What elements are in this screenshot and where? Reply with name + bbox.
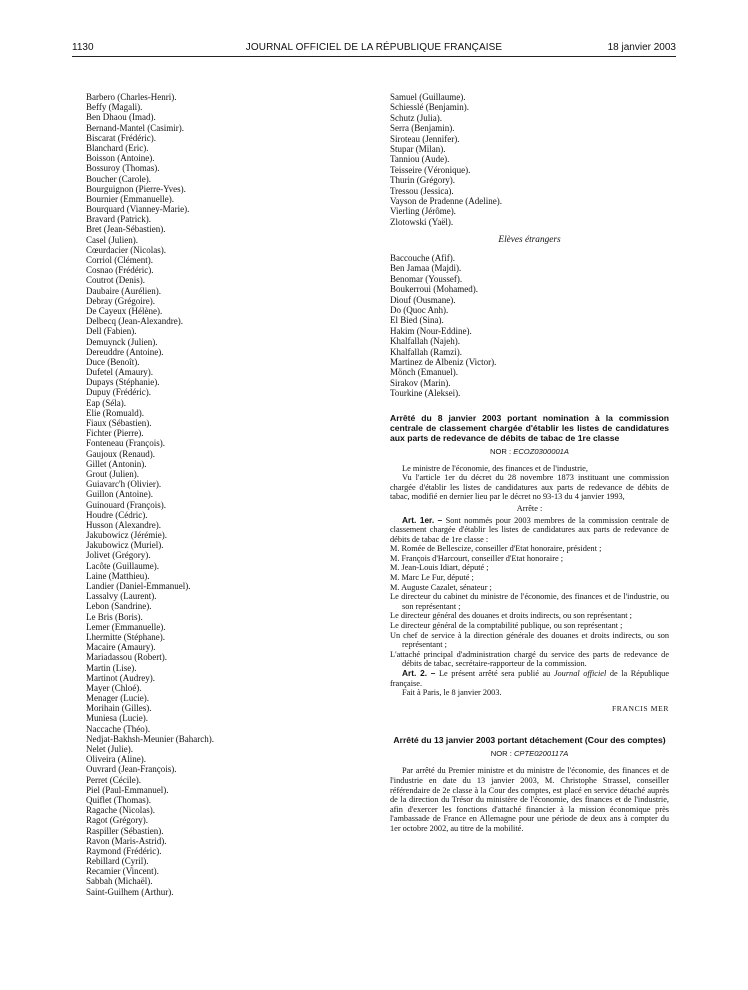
name-entry: Laine (Matthieu). (86, 570, 150, 581)
name-entry: Houdre (Cédric). (86, 509, 148, 520)
name-entry: Tressou (Jessica). (390, 185, 454, 196)
name-entry: Corriol (Clément). (86, 255, 153, 265)
name-entry: Schutz (Julia). (390, 112, 442, 123)
name-entry: Bourguignon (Pierre-Yves). (86, 183, 186, 194)
foreign-student-entry: Diouf (Ousmane). (390, 294, 456, 305)
name-entry: Lacôte (Guillaume). (86, 560, 159, 571)
name-entry: Jakubowicz (Jérémie). (86, 530, 167, 541)
name-entry: Gaujoux (Renaud). (86, 448, 155, 459)
name-entry: Elie (Romuald). (86, 407, 144, 418)
name-entry: Coutrot (Denis). (86, 275, 145, 286)
name-entry: Cœurdacier (Nicolas). (86, 244, 166, 255)
name-entry: Teisseire (Véronique). (390, 164, 471, 175)
foreign-student-entry: Martinez de Albeniz (Victor). (390, 356, 497, 367)
name-entry: Recamier (Vincent). (86, 866, 159, 877)
commission-member: M. Marc Le Fur, député ; (390, 573, 474, 583)
article-2-before: Le présent arrêté sera publié au (438, 669, 551, 679)
name-entry: Biscarat (Frédéric). (86, 132, 156, 143)
foreign-student-entry: Hakim (Nour-Eddine). (390, 325, 472, 336)
foreign-student-entry: Ben Jamaa (Majdi). (390, 263, 462, 274)
name-entry: Delbecq (Jean-Alexandre). (86, 316, 183, 327)
name-entry: Ravon (Maris-Astrid). (86, 835, 167, 846)
name-entry: Dell (Fabien). (86, 326, 137, 337)
nor-label: NOR : (490, 749, 512, 759)
commission-member: Le directeur du cabinet du ministre de l'économie, des finances et de l'industrie, ou son représentant ; (390, 592, 669, 611)
name-entry: Lhermitte (Stéphane). (86, 631, 165, 642)
foreign-student-entry: Khalfallah (Najeh). (390, 336, 460, 347)
name-entry: Fonteneau (François). (86, 438, 165, 449)
arrete-2-title: Arrêté du 13 janvier 2003 portant détachement (Cour des comptes) (393, 735, 666, 746)
name-entry: Nedjat-Bakhsh-Meunier (Baharch). (86, 733, 214, 744)
name-entry: Debray (Grégoire). (86, 295, 155, 306)
commission-member: M. François d'Harcourt, conseiller d'Etat honoraire ; (390, 553, 564, 563)
name-entry: Ragache (Nicolas). (86, 805, 155, 816)
name-entry: Bernand-Mantel (Casimir). (86, 122, 184, 133)
article-2-after: de la République française. (390, 669, 670, 688)
name-entry: Perret (Cécile). (86, 774, 141, 785)
name-entry: Macaire (Amaury). (86, 642, 156, 653)
name-entry: Quiflet (Thomas). (86, 794, 151, 805)
name-entry: Gillet (Antonin). (86, 458, 147, 469)
name-entry: Barbero (Charles-Henri). (86, 92, 177, 102)
article-2-journal: Journal officiel (553, 669, 607, 679)
name-entry: Lebon (Sandrine). (86, 601, 152, 612)
name-entry: Vierling (Jérôme). (390, 206, 456, 217)
arrete-1-article-1 (390, 516, 669, 545)
name-entry: Bourquard (Vianney-Marie). (86, 204, 190, 215)
arrete-1-signature: FRANCIS MER (611, 703, 669, 713)
name-entry: Lassalvy (Laurent). (86, 591, 157, 602)
name-entry: Ragot (Grégory). (86, 815, 148, 826)
foreign-student-entry: Benomar (Youssef). (390, 273, 463, 284)
name-entry: Serra (Benjamin). (390, 123, 455, 134)
name-entry: Lemer (Emmanuelle). (86, 621, 166, 632)
name-entry: Samuel (Guillaume). (390, 92, 466, 102)
name-entry: Bravard (Patrick). (86, 214, 151, 225)
foreign-student-entry: Mönch (Emanuel). (390, 367, 458, 378)
name-entry: Guiavarc'h (Olivier). (86, 479, 162, 490)
foreign-student-entry: Boukerroui (Mohamed). (390, 284, 478, 295)
arrete-1-visa: Vu l'article 1er du décret du 28 novembre 1873 instituant une commission chargée d'établir les listes de candidatures aux parts de redevance de débits de tabac, modifié en dernier lieu par le décret no 93-13 du 4 janvier 1993, (390, 473, 669, 502)
arrete-nomination (390, 413, 669, 714)
name-entry: Boisson (Antoine). (86, 153, 155, 164)
name-entry: Zlotowski (Yaël). (390, 216, 454, 227)
name-entry: Demuynck (Julien). (86, 336, 158, 347)
name-entry: Raspiller (Sébastien). (86, 825, 164, 836)
page-header (72, 42, 676, 57)
name-entry: Ouvrard (Jean-François). (86, 764, 177, 775)
name-entry: Piel (Paul-Emmanuel). (86, 784, 169, 795)
foreign-student-entry: Khalfallah (Ramzi). (390, 346, 462, 357)
name-entry: Stupar (Milan). (390, 143, 446, 154)
name-entry: Sabbah (Michaël). (86, 876, 153, 887)
name-entry: Naccache (Théo). (86, 723, 150, 734)
name-entry: Menager (Lucie). (86, 693, 149, 704)
name-entry: Guinouard (François). (86, 499, 166, 510)
name-entry: Thurin (Grégory). (390, 175, 455, 186)
name-entry: Jakubowicz (Muriel). (86, 540, 164, 551)
arrete-2-body: Par arrêté du Premier ministre et du ministre de l'économie, des finances et de l'industrie en date du 13 janvier 2003, M. Christophe Strassel, conseiller référendaire de 2e classe à la Cour des comptes, est placé en service détaché auprès de la direction du Trésor du ministère de l'économie, des finances et de l'industrie, afin d'exercer les fonctions d'attaché financier à la mission économique près l'ambassade de France en Allemagne pour une période de deux ans à compter du 1er octobre 2002, au titre de la mobilité. (390, 766, 669, 833)
commission-members-list (390, 544, 669, 669)
name-entry: Duce (Benoît). (86, 356, 140, 367)
name-entry: Mariadassou (Robert). (86, 652, 167, 663)
name-entry: Grout (Julien). (86, 468, 139, 479)
name-entry: Daubaire (Aurélien). (86, 285, 161, 296)
name-entry: Casel (Julien). (86, 234, 138, 245)
name-entry: Muniesa (Lucie). (86, 713, 148, 724)
foreign-student-entry: El Bied (Sina). (390, 315, 444, 326)
name-entry: Tanniou (Aude). (390, 154, 450, 165)
commission-member: M. Romée de Bellescize, conseiller d'Etat honoraire, président ; (390, 544, 602, 554)
right-column (390, 92, 669, 834)
name-entry: Husson (Alexandre). (86, 519, 161, 530)
name-entry: Cosnao (Frédéric). (86, 265, 154, 276)
foreign-student-entry: Do (Quoc Anh). (390, 305, 449, 316)
arrete-1-nor (390, 447, 669, 456)
arrete-1-minister: Le ministre de l'économie, des finances et de l'industrie, (402, 463, 588, 473)
left-column (86, 92, 316, 897)
name-entry: Martin (Lise). (86, 662, 137, 673)
name-entry: Jolivet (Grégory). (86, 550, 151, 561)
name-entry: Oliveira (Aline). (86, 754, 146, 765)
commission-member: M. Auguste Cazalet, sénateur ; (390, 582, 492, 592)
name-entry: Martinot (Audrey). (86, 672, 155, 683)
name-entry: Bret (Jean-Sébastien). (86, 224, 166, 235)
article-1-label: Art. 1er. – (402, 514, 443, 525)
name-entry: Guillon (Antoine). (86, 489, 153, 500)
name-entry: Ben Dhaou (Imad). (86, 112, 156, 123)
article-2-label: Art. 2. – (402, 668, 436, 679)
name-entry: Nelet (Julie). (86, 744, 133, 754)
name-entry: Bournier (Emmanuelle). (86, 193, 174, 204)
name-entry: Fiaux (Sébastien). (86, 418, 152, 428)
name-list-left (86, 92, 316, 897)
commission-member: M. Jean-Louis Idiart, député ; (390, 563, 489, 573)
name-list-right (390, 92, 669, 227)
name-entry: Fichter (Pierre). (86, 428, 144, 439)
commission-member: Le directeur général des douanes et droits indirects, ou son représentant ; (390, 611, 632, 621)
name-entry: Siroteau (Jennifer). (390, 133, 460, 144)
name-entry: Landier (Daniel-Emmanuel). (86, 581, 191, 591)
publication-date: 18 janvier 2003 (607, 42, 676, 53)
name-entry: Dupays (Stéphanie). (86, 377, 160, 388)
name-entry: De Cayeux (Hélène). (86, 305, 163, 316)
foreign-students-list (390, 253, 669, 398)
nor-code: CPTE0200117A (513, 749, 569, 759)
name-entry: Beffy (Magali). (86, 102, 143, 113)
arrete-detachement (390, 735, 669, 833)
arrete-1-article-2 (390, 669, 669, 688)
name-entry: Vayson de Pradenne (Adeline). (390, 195, 502, 206)
commission-member: Un chef de service à la direction générale des douanes et droits indirects, ou son représentant ; (390, 630, 669, 650)
name-entry: Morihain (Gilles). (86, 703, 152, 714)
journal-title: JOURNAL OFFICIEL DE LA RÉPUBLIQUE FRANÇAISE (245, 42, 503, 53)
nor-label: NOR : (490, 446, 512, 456)
foreign-student-entry: Sirakov (Marin). (390, 377, 451, 388)
name-entry: Blanchard (Eric). (86, 142, 149, 153)
name-entry: Dereuddre (Antoine). (86, 346, 164, 357)
name-entry: Raymond (Frédéric). (86, 845, 162, 856)
commission-member: Le directeur général de la comptabilité publique, ou son représentant ; (390, 621, 623, 631)
arrete-1-title: Arrêté du 8 janvier 2003 portant nomination à la commission centrale de classement chargée d'établir les listes de candidatures aux parts de redevance de débits de tabac de 1re classe (390, 412, 669, 443)
commission-member: L'attaché principal d'administration chargé du service des parts de redevance de débits de tabac, secrétaire-rapporteur de la commission. (390, 649, 669, 669)
article-1-text: Sont nommés pour 2003 membres de la commission centrale de classement chargée d'établir les listes de candidatures aux parts de redevance de débits de tabac de 1re classe : (390, 515, 670, 544)
name-entry: Rebillard (Cyril). (86, 856, 149, 867)
nor-code: ECOZ0300001A (513, 446, 569, 456)
arrete-1-arrete: Arrête : (516, 503, 543, 513)
name-entry: Saint-Guilhem (Arthur). (86, 886, 174, 897)
name-entry: Bossuroy (Thomas). (86, 163, 160, 174)
name-entry: Eap (Séla). (86, 397, 126, 408)
name-entry: Mayer (Chloé). (86, 682, 142, 693)
name-entry: Dupuy (Frédéric). (86, 387, 151, 398)
name-entry: Schiesslé (Benjamin). (390, 102, 469, 113)
foreign-student-entry: Tourkine (Aleksei). (390, 388, 461, 399)
arrete-1-fait: Fait à Paris, le 8 janvier 2003. (402, 688, 502, 698)
page-number: 1130 (72, 42, 94, 53)
foreign-students-heading: Elèves étrangers (498, 235, 561, 246)
foreign-student-entry: Baccouche (Afif). (390, 253, 455, 264)
name-entry: Le Bris (Boris). (86, 611, 143, 622)
name-entry: Dufetel (Amaury). (86, 367, 153, 378)
arrete-2-nor (390, 749, 669, 758)
name-entry: Boucher (Carole). (86, 173, 151, 184)
